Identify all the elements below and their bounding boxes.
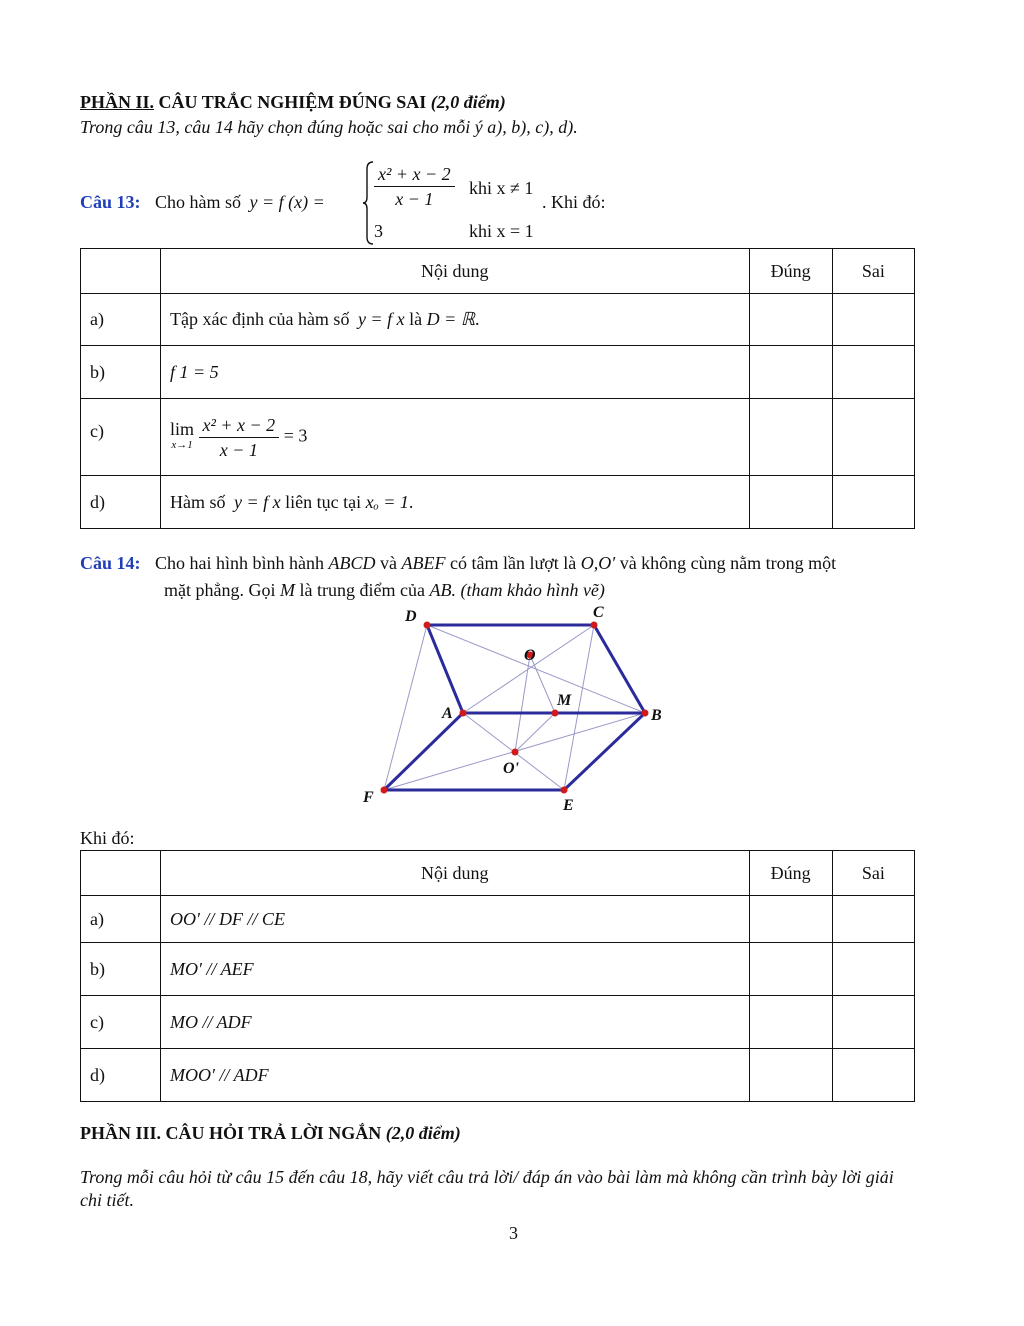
row-text-2: liên tục tại bbox=[280, 491, 366, 512]
row-label: c) bbox=[81, 996, 161, 1049]
table-row bbox=[81, 294, 915, 346]
q14-text-5: là trung điểm của bbox=[294, 580, 430, 600]
q13-case-1-condition: khi x ≠ 1 bbox=[469, 178, 534, 198]
lim-subscript: x→1 bbox=[171, 439, 193, 451]
q13-header-empty bbox=[81, 249, 161, 294]
true-cell[interactable] bbox=[749, 996, 832, 1049]
q14-text-4: mặt phẳng. Gọi bbox=[164, 580, 280, 600]
row-label: c) bbox=[81, 399, 161, 476]
row-math: OO′ // DF // CE bbox=[170, 908, 285, 929]
q14-m: M bbox=[279, 580, 295, 600]
point-e bbox=[561, 787, 568, 794]
row-content bbox=[161, 943, 750, 996]
true-cell[interactable] bbox=[749, 1049, 832, 1102]
label-o: O bbox=[524, 647, 536, 664]
q14-header-empty bbox=[81, 851, 161, 896]
q13-intro: Cho hàm số bbox=[155, 192, 242, 212]
table-row bbox=[81, 346, 915, 399]
true-cell[interactable] bbox=[749, 943, 832, 996]
q13-outro: . Khi đó: bbox=[542, 192, 606, 212]
row-label: d) bbox=[81, 1049, 161, 1102]
true-cell[interactable] bbox=[749, 346, 832, 399]
table-row bbox=[81, 896, 915, 943]
false-cell[interactable] bbox=[832, 346, 914, 399]
true-cell[interactable] bbox=[749, 476, 832, 529]
section-2-instruction: Trong câu 13, câu 14 hãy chọn đúng hoặc sai cho mỗi ý a), b), c), d). bbox=[80, 117, 578, 137]
section-2-title: PHẦN II. bbox=[80, 92, 155, 112]
table-row bbox=[81, 399, 915, 476]
row-label: a) bbox=[81, 896, 161, 943]
q14-text-1: Cho hai hình bình hành bbox=[155, 553, 329, 573]
q14-abef: ABEF bbox=[401, 553, 446, 573]
q14-ab: AB. bbox=[429, 580, 456, 600]
q14-text-3: và không cùng nằm trong một bbox=[615, 553, 837, 573]
q14-centers: O,O′ bbox=[580, 553, 616, 573]
label-f: F bbox=[363, 789, 374, 806]
q13-line bbox=[80, 192, 325, 213]
true-cell[interactable] bbox=[749, 294, 832, 346]
row-math: y = f x bbox=[357, 309, 405, 329]
table-row bbox=[81, 996, 915, 1049]
table-row bbox=[81, 1049, 915, 1102]
q14-line-1 bbox=[80, 553, 950, 574]
limit-operator bbox=[170, 421, 194, 453]
row-math: MOO′ // ADF bbox=[170, 1064, 269, 1085]
q14-header-true: Đúng bbox=[749, 851, 832, 896]
section-3-points: (2,0 điểm) bbox=[385, 1123, 461, 1143]
lim-word: lim bbox=[170, 419, 195, 439]
label-m: M bbox=[557, 692, 572, 709]
row-math: f 1 = 5 bbox=[170, 361, 219, 382]
label-d: D bbox=[405, 608, 417, 625]
q13-case-1-numerator: x² + x − 2 bbox=[374, 163, 455, 187]
row-label: b) bbox=[81, 943, 161, 996]
q13-header-false: Sai bbox=[832, 249, 914, 294]
section-3-instruction-line-1: Trong mỗi câu hỏi từ câu 15 đến câu 18, hãy viết câu trả lời/ đáp án vào bài làm mà không cần trình bày lời giải bbox=[80, 1167, 894, 1187]
q13-case-1-denominator: x − 1 bbox=[395, 189, 434, 209]
piecewise-brace bbox=[362, 161, 374, 245]
row-content bbox=[161, 294, 750, 346]
q14-header-content: Nội dung bbox=[161, 851, 750, 896]
table-row bbox=[81, 476, 915, 529]
limit-numerator: x² + x − 2 bbox=[199, 414, 280, 438]
row-math-2: D = ℝ bbox=[426, 309, 475, 329]
point-b bbox=[642, 710, 649, 717]
section-2-title-rest: CÂU TRẮC NGHIỆM ĐÚNG SAI bbox=[154, 92, 431, 112]
label-a: A bbox=[442, 705, 453, 722]
row-text: Tập xác định của hàm số bbox=[170, 309, 350, 329]
limit-fraction bbox=[199, 414, 280, 461]
false-cell[interactable] bbox=[832, 896, 914, 943]
point-c bbox=[591, 622, 598, 629]
row-tail: . bbox=[474, 309, 480, 329]
row-label: a) bbox=[81, 294, 161, 346]
false-cell[interactable] bbox=[832, 476, 914, 529]
label-c: C bbox=[593, 604, 604, 621]
row-content bbox=[161, 996, 750, 1049]
q14-header-false: Sai bbox=[832, 851, 914, 896]
row-math-2: xₒ = 1 bbox=[365, 491, 409, 512]
row-text-2: là bbox=[404, 309, 427, 329]
q13-label: Câu 13: bbox=[80, 192, 141, 212]
row-math: MO′ // AEF bbox=[170, 958, 254, 979]
q13-case-2-condition: khi x = 1 bbox=[469, 221, 534, 241]
q13-table bbox=[80, 248, 915, 529]
limit-rhs: = 3 bbox=[283, 425, 308, 446]
false-cell[interactable] bbox=[832, 399, 914, 476]
section-3-title: PHẦN III. bbox=[80, 1123, 162, 1143]
q14-and: và bbox=[375, 553, 402, 573]
point-d bbox=[424, 622, 431, 629]
q13-table-header bbox=[81, 249, 915, 294]
row-label: b) bbox=[81, 346, 161, 399]
false-cell[interactable] bbox=[832, 943, 914, 996]
q14-table bbox=[80, 850, 915, 1102]
section-2-points: (2,0 điểm) bbox=[430, 92, 506, 112]
row-text: Hàm số bbox=[170, 491, 226, 512]
point-a bbox=[460, 710, 467, 717]
point-m bbox=[552, 710, 559, 717]
row-content bbox=[161, 346, 750, 399]
true-cell[interactable] bbox=[749, 896, 832, 943]
section-3-heading bbox=[80, 1123, 461, 1144]
q13-case-1 bbox=[374, 163, 455, 210]
false-cell[interactable] bbox=[832, 1049, 914, 1102]
section-3-instruction-line-2: chi tiết. bbox=[80, 1190, 134, 1210]
q13-case-2-value: 3 bbox=[374, 221, 383, 241]
q13-header-content: Nội dung bbox=[161, 249, 750, 294]
q14-label: Câu 14: bbox=[80, 553, 141, 573]
q13-function-lhs: y = f (x) = bbox=[249, 192, 325, 212]
q14-then: Khi đó: bbox=[80, 828, 135, 848]
limit-denominator: x − 1 bbox=[219, 439, 258, 460]
false-cell[interactable] bbox=[832, 294, 914, 346]
row-label: d) bbox=[81, 476, 161, 529]
parallelogram-figure bbox=[350, 598, 690, 820]
page-number: 3 bbox=[509, 1223, 518, 1243]
label-b: B bbox=[651, 707, 662, 724]
q14-table-header bbox=[81, 851, 915, 896]
table-row bbox=[81, 943, 915, 996]
section-3-title-rest: CÂU HỎI TRẢ LỜI NGẮN bbox=[161, 1123, 386, 1143]
row-content bbox=[161, 896, 750, 943]
row-content bbox=[161, 476, 750, 529]
label-e: E bbox=[563, 797, 574, 814]
true-cell[interactable] bbox=[749, 399, 832, 476]
row-content bbox=[161, 1049, 750, 1102]
row-math: MO // ADF bbox=[170, 1011, 252, 1032]
section-2-heading bbox=[80, 92, 506, 113]
false-cell[interactable] bbox=[832, 996, 914, 1049]
row-content bbox=[161, 399, 750, 476]
label-o-prime: O' bbox=[503, 760, 519, 777]
point-f bbox=[381, 787, 388, 794]
q14-text-2: có tâm lần lượt là bbox=[445, 553, 581, 573]
q14-abcd: ABCD bbox=[328, 553, 376, 573]
point-o-prime bbox=[512, 749, 519, 756]
row-math: y = f x bbox=[234, 491, 281, 512]
q14-reference-note: (tham khảo hình vẽ) bbox=[455, 580, 605, 600]
q13-case-1-fraction bbox=[374, 163, 455, 210]
row-tail: . bbox=[408, 491, 414, 512]
q13-header-true: Đúng bbox=[749, 249, 832, 294]
